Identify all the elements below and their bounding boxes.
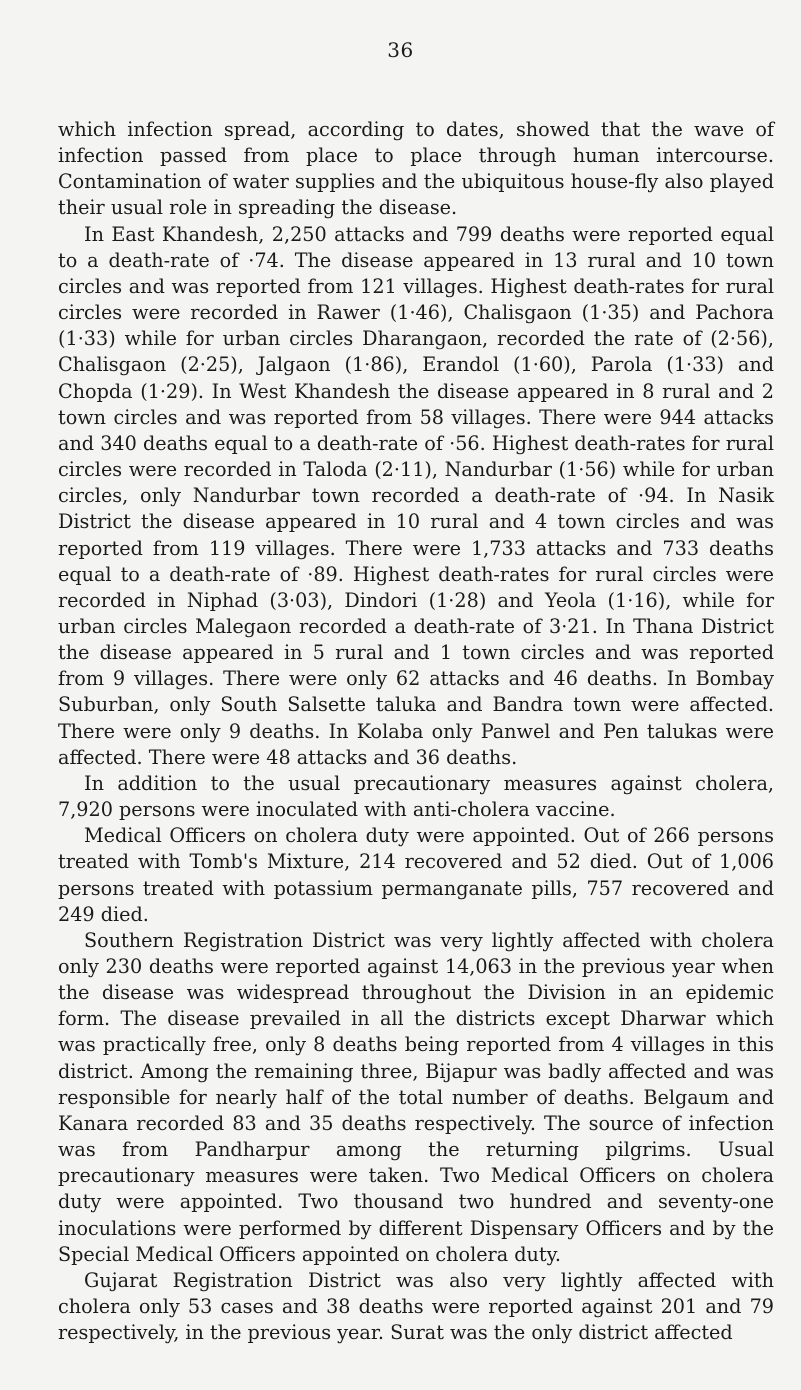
paragraph-inoculation: In addition to the usual precautionary measures against cholera, 7,920 persons were inoculated with anti-cholera vaccine.: [58, 771, 774, 822]
paragraph-khandesh-nasik-thana: In East Khandesh, 2,250 attacks and 799 deaths were reported equal to a death-rate of ·74. The disease appeared in 13 rural and 10 town circles and was reported from 121 villages. Highest death-rates for rural circles were recorded in Rawer (1·46), Chalisgaon (1·35) and Pachora (1·33) while for urban circles Dharangaon, recorded the rate of (2·56), Chalisgaon (2·25), Jalgaon (1·86), Erandol (1·60), Parola (1·33) and Chopda (1·29). In West Khandesh the disease appeared in 8 rural and 2 town circles and was reported from 58 villages. There were 944 attacks and 340 deaths equal to a death-rate of ·56. Highest death-rates for rural circles were recorded in Taloda (2·11), Nandurbar (1·56) while for urban circles, only Nandurbar town recorded a death-rate of ·94. In Nasik District the disease appeared in 10 rural and 4 town circles and was reported from 119 villages. There were 1,733 attacks and 733 deaths equal to a death-rate of ·89. Highest death-rates for rural circles were recorded in Niphad (3·03), Dindori (1·28) and Yeola (1·16), while for urban circles Malegaon recorded a death-rate of 3·21. In Thana District the disease appeared in 5 rural and 1 town circles and was reported from 9 villages. There were only 62 attacks and 46 deaths. In Bombay Suburban, only South Salsette taluka and Bandra town were affected. There were only 9 deaths. In Kolaba only Panwel and Pen talukas were affected. There were 48 attacks and 36 deaths.: [58, 222, 774, 769]
paragraph-medical-officers: Medical Officers on cholera duty were appointed. Out of 266 persons treated with Tomb's Mixture, 214 recovered and 52 died. Out of 1,006 persons treated with potassium permanganate pills, 757 recovered and 249 died.: [58, 824, 774, 926]
paragraph-continuation: which infection spread, according to dates, showed that the wave of infection passed from place to place through human intercourse. Contamination of water supplies and the ubiquitous house-fly also played their usual role in spreading the disease.: [58, 118, 774, 220]
paragraph-gujarat-registration: Gujarat Registration District was also very lightly affected with cholera only 53 cases and 38 deaths were reported against 201 and 79 respectively, in the previous year. Surat was the only district affected: [58, 1268, 774, 1345]
paragraph-southern-registration: Southern Registration District was very lightly affected with cholera only 230 deaths were reported against 14,063 in the previous year when the disease was widespread throughout the Division in an epidemic form. The disease prevailed in all the districts except Dharwar which was practically free, only 8 deaths being reported from 4 villages in this district. Among the remaining three, Bijapur was badly affected and was responsible for nearly half of the total number of deaths. Belgaum and Kanara recorded 83 and 35 deaths respectively. The source of infection was from Pandharpur among the returning pilgrims. Usual precautionary measures were taken. Two Medical Officers on cholera duty were appointed. Two thousand two hundred and seventy-one inoculations were performed by different Dispensary Officers and by the Special Medical Officers appointed on cholera duty.: [58, 928, 774, 1266]
body-text: [58, 117, 774, 1346]
page-number: 36: [387, 38, 414, 62]
